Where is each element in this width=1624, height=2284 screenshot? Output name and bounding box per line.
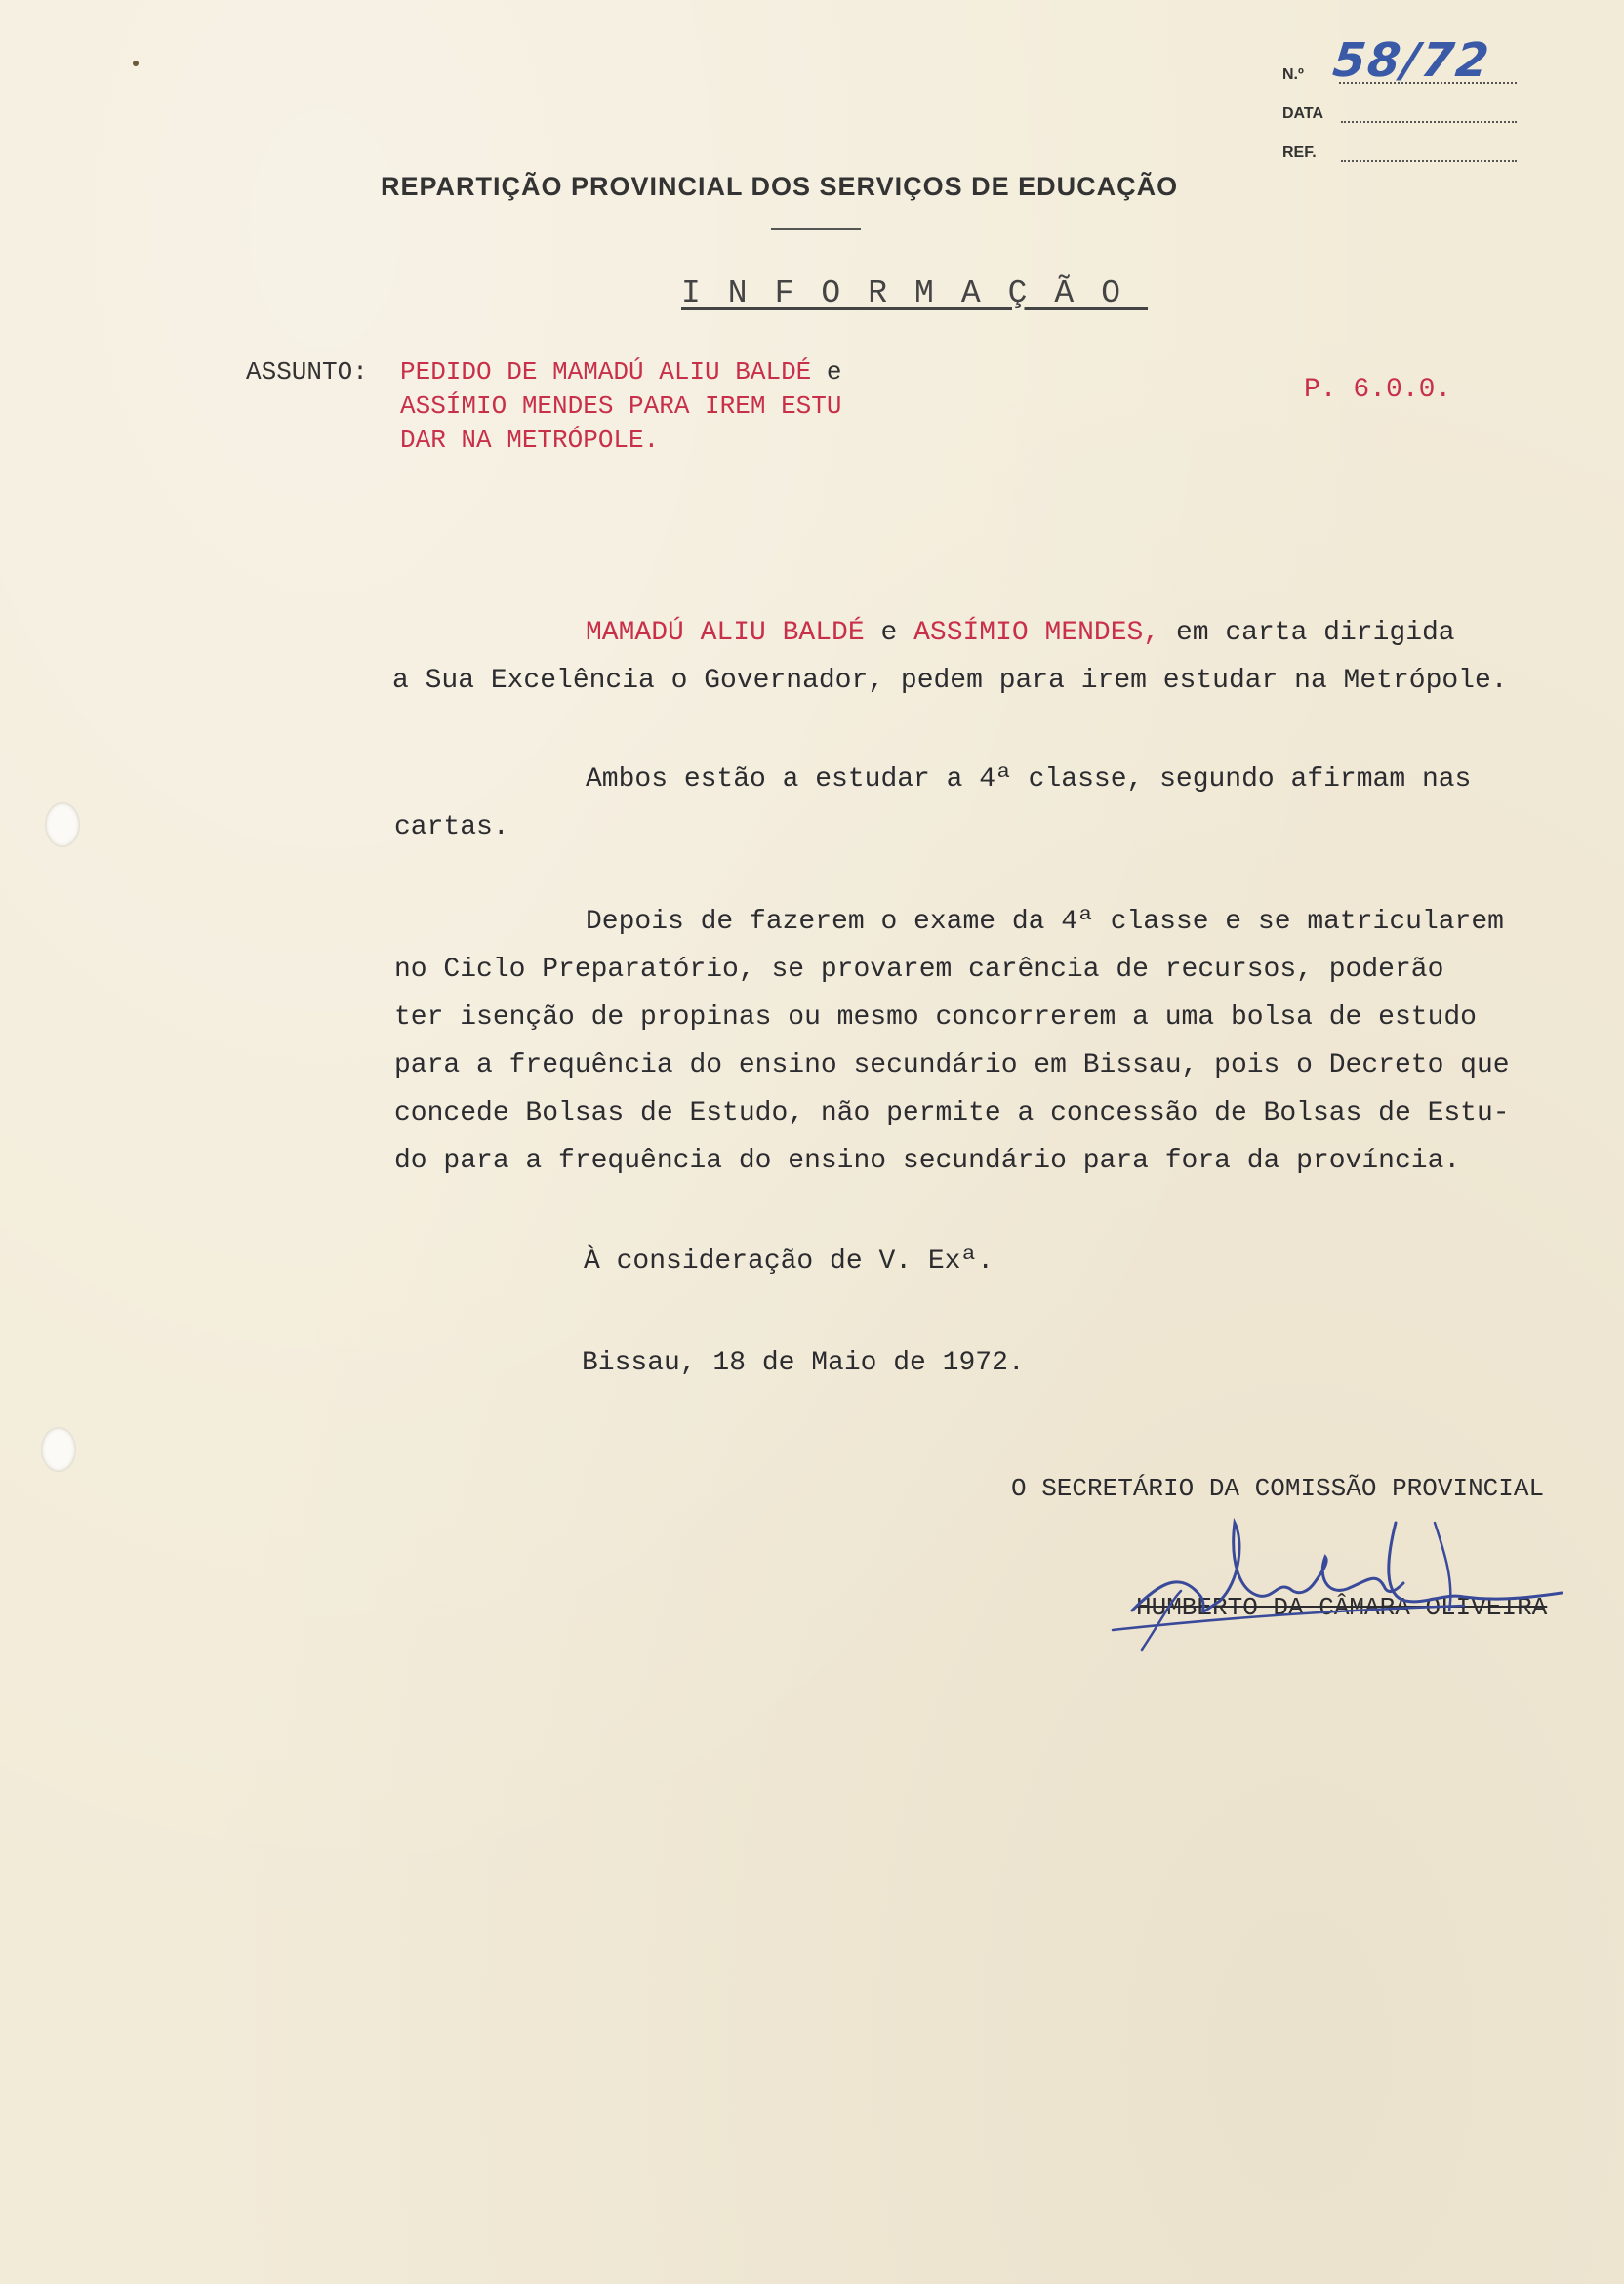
p2-line-2: cartas.	[394, 812, 509, 842]
p3-line-5: concede Bolsas de Estudo, não permite a concessão de Bolsas de Estu-	[394, 1098, 1510, 1128]
subject-line-2: ASSÍMIO MENDES PARA IREM ESTU	[400, 391, 842, 421]
name-mamadu: MAMADÚ ALIU BALDÉ	[586, 618, 865, 648]
number-handwritten: 58/72	[1330, 33, 1494, 88]
date-line: Bissau, 18 de Maio de 1972.	[582, 1348, 1025, 1378]
ref-field	[1282, 129, 1517, 168]
document-title: INFORMAÇÃO	[681, 275, 1149, 311]
p3-line-6: do para a frequência do ensino secundário para fora da província.	[394, 1146, 1461, 1176]
p1-conjunction: e	[880, 618, 898, 648]
paragraph-3	[394, 898, 1595, 1185]
date-label: DATA	[1282, 105, 1324, 122]
p3-line-1: Depois de fazerem o exame da 4ª classe e se matricularem	[586, 907, 1504, 937]
p3-line-4: para a frequência do ensino secundário em Bissau, pois o Decreto que	[394, 1050, 1510, 1081]
heading-rule	[771, 228, 861, 230]
p2-line-1: Ambos estão a estudar a 4ª classe, segundo afirmam nas	[586, 764, 1472, 795]
subject-label: ASSUNTO:	[246, 357, 368, 387]
signatory-name: HUMBERTO DA CÂMARA OLIVEIRA	[1136, 1593, 1548, 1622]
name-assimio: ASSÍMIO MENDES,	[914, 618, 1160, 648]
p3-line-2: no Ciclo Preparatório, se provarem carência de recursos, poderão	[394, 955, 1444, 985]
file-reference-code: P. 6.0.0.	[1304, 375, 1452, 405]
number-label: N.º	[1282, 66, 1304, 83]
number-field	[1282, 33, 1517, 90]
date-line	[1341, 121, 1517, 123]
punch-hole-bottom	[41, 1427, 76, 1472]
paragraph-2	[394, 755, 1595, 851]
ref-line	[1341, 160, 1517, 162]
ref-label: REF.	[1282, 144, 1317, 161]
reference-fields	[1282, 33, 1517, 168]
paragraph-1	[394, 609, 1595, 705]
staple-mark	[133, 61, 139, 66]
p1-rest: em carta dirigida	[1175, 618, 1455, 648]
date-field	[1282, 90, 1517, 129]
handwritten-signature	[1074, 1503, 1581, 1669]
closing-line: À consideração de V. Exª.	[584, 1246, 995, 1277]
punch-hole-top	[45, 802, 80, 847]
subject-conjunction: e	[826, 357, 842, 387]
subject-text	[400, 355, 947, 458]
p3-line-3: ter isenção de propinas ou mesmo concorrerem a uma bolsa de estudo	[394, 1002, 1477, 1033]
department-heading: REPARTIÇÃO PROVINCIAL DOS SERVIÇOS DE EDUCAÇÃO	[381, 172, 1179, 201]
subject-line-1: PEDIDO DE MAMADÚ ALIU BALDÉ	[400, 357, 812, 387]
subject-line-3: DAR NA METRÓPOLE.	[400, 426, 660, 455]
signatory-title: O SECRETÁRIO DA COMISSÃO PROVINCIAL	[1011, 1474, 1545, 1503]
p1-line-2: a Sua Excelência o Governador, pedem para irem estudar na Metrópole.	[392, 666, 1508, 696]
